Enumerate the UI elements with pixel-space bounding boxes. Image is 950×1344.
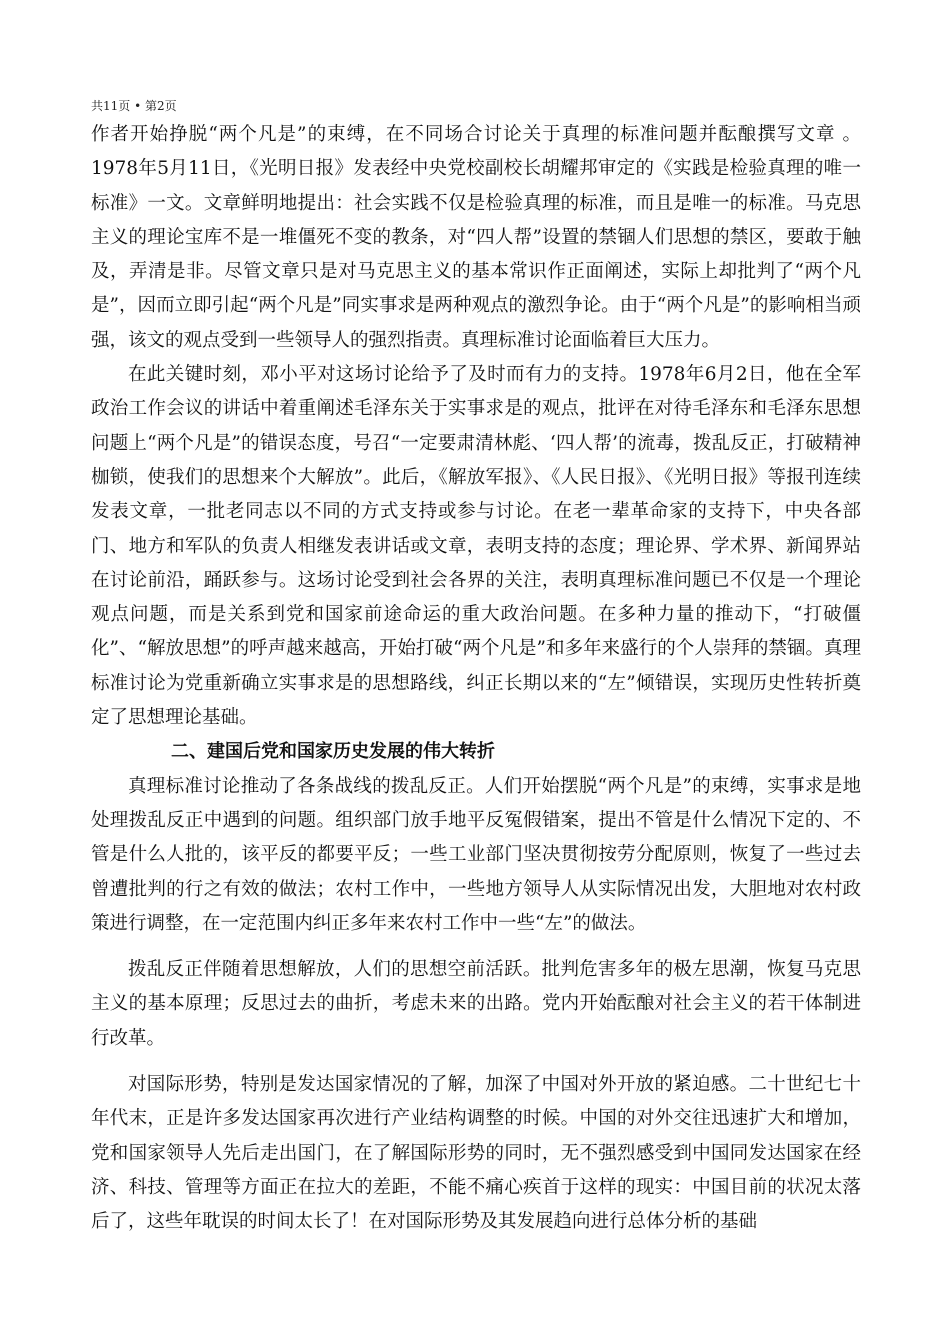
paragraph-2: 在此关键时刻，邓小平对这场讨论给予了及时而有力的支持。1978年6月2日，他在全军政治工作会议的讲话中着重阐述毛泽东关于实事求是的观点，批评在对待毛泽东和毛泽东思想问题上“两个凡是”的错误态度，号召“一定要肃清林彪、‘四人帮’的流毒，拨乱反正，打破精神枷锁，使我们的思想来个大解放”。此后，《解放军报》、《人民日报》、《光明日报》等报刊连续发表文章，一批老同志以不同的方式支持或参与讨论。在老一辈革命家的支持下，中央各部门、地方和军队的负责人相继发表讲话或文章，表明支持的态度；理论界、学术界、新闻界站在讨论前沿，踊跃参与。这场讨论受到社会各界的关注，表明真理标准问题已不仅是一个理论观点问题，而是关系到党和国家前途命运的重大政治问题。在多种力量的推动下，“打破僵化”、“解放思想”的呼声越来越高，开始打破“两个凡是”和多年来盛行的个人崇拜的禁锢。真理标准讨论为党重新确立实事求是的思想路线，纠正长期以来的“左”倾错误，实现历史性转折奠定了思想理论基础。	[91, 364, 861, 729]
paragraph-spacer	[91, 1056, 861, 1068]
paragraph-4: 拨乱反正伴随着思想解放，人们的思想空前活跃。批判危害多年的极左思潮，恢复马克思主义的基本原理；反思过去的曲折，考虑未来的出路。党内开始酝酿对社会主义的若干体制进行改革。	[91, 959, 861, 1049]
paragraph-5: 对国际形势，特别是发达国家情况的了解，加深了中国对外开放的紧迫感。二十世纪七十年代末，正是许多发达国家再次进行产业结构调整的时候。中国的对外交往迅速扩大和增加，党和国家领导人先后走出国门，在了解国际形势的同时，无不强烈感受到中国同发达国家在经济、科技、管理等方面正在拉大的差距，不能不痛心疾首于这样的现实：中国目前的状况太落后了，这些年耽误的时间太长了！在对国际形势及其发展趋向进行总体分析的基础	[91, 1074, 861, 1233]
page-header: 共11页 • 第2页	[91, 99, 177, 113]
paragraph-3: 真理标准讨论推动了各条战线的拨乱反正。人们开始摆脱“两个凡是”的束缚，实事求是地处理拨乱反正中遇到的问题。组织部门放手地平反冤假错案，提出不管是什么情况下定的、不管是什么人批的，该平反的都要平反；一些工业部门坚决贯彻按劳分配原则，恢复了一些过去曾遭批判的行之有效的做法；农村工作中，一些地方领导人从实际情况出发，大胆地对农村政策进行调整，在一定范围内纠正多年来农村工作中一些“左”的做法。	[91, 775, 861, 934]
paragraph-spacer	[91, 941, 861, 953]
document-body	[91, 118, 861, 1240]
section-heading: 二、建国后党和国家历史发展的伟大转折	[171, 741, 495, 763]
paragraph-1: 作者开始挣脱“两个凡是”的束缚，在不同场合讨论关于真理的标准问题并酝酿撰写文章 。1978年5月11日，《光明日报》发表经中央党校副校长胡耀邦审定的《实践是检验真理的唯一标准》一文。文章鲜明地提出：社会实践不仅是检验真理的标准，而且是唯一的标准。马克思主义的理论宝库不是一堆僵死不变的教条，对“四人帮”设置的禁锢人们思想的禁区，要敢于触及，弄清是非。尽管文章只是对马克思主义的基本常识作正面阐述，实际上却批判了“两个凡是”，因而立即引起“两个凡是”同实事求是两种观点的激烈争论。由于“两个凡是”的影响相当顽强，该文的观点受到一些领导人的强烈指责。真理标准讨论面临着巨大压力。	[91, 124, 861, 351]
